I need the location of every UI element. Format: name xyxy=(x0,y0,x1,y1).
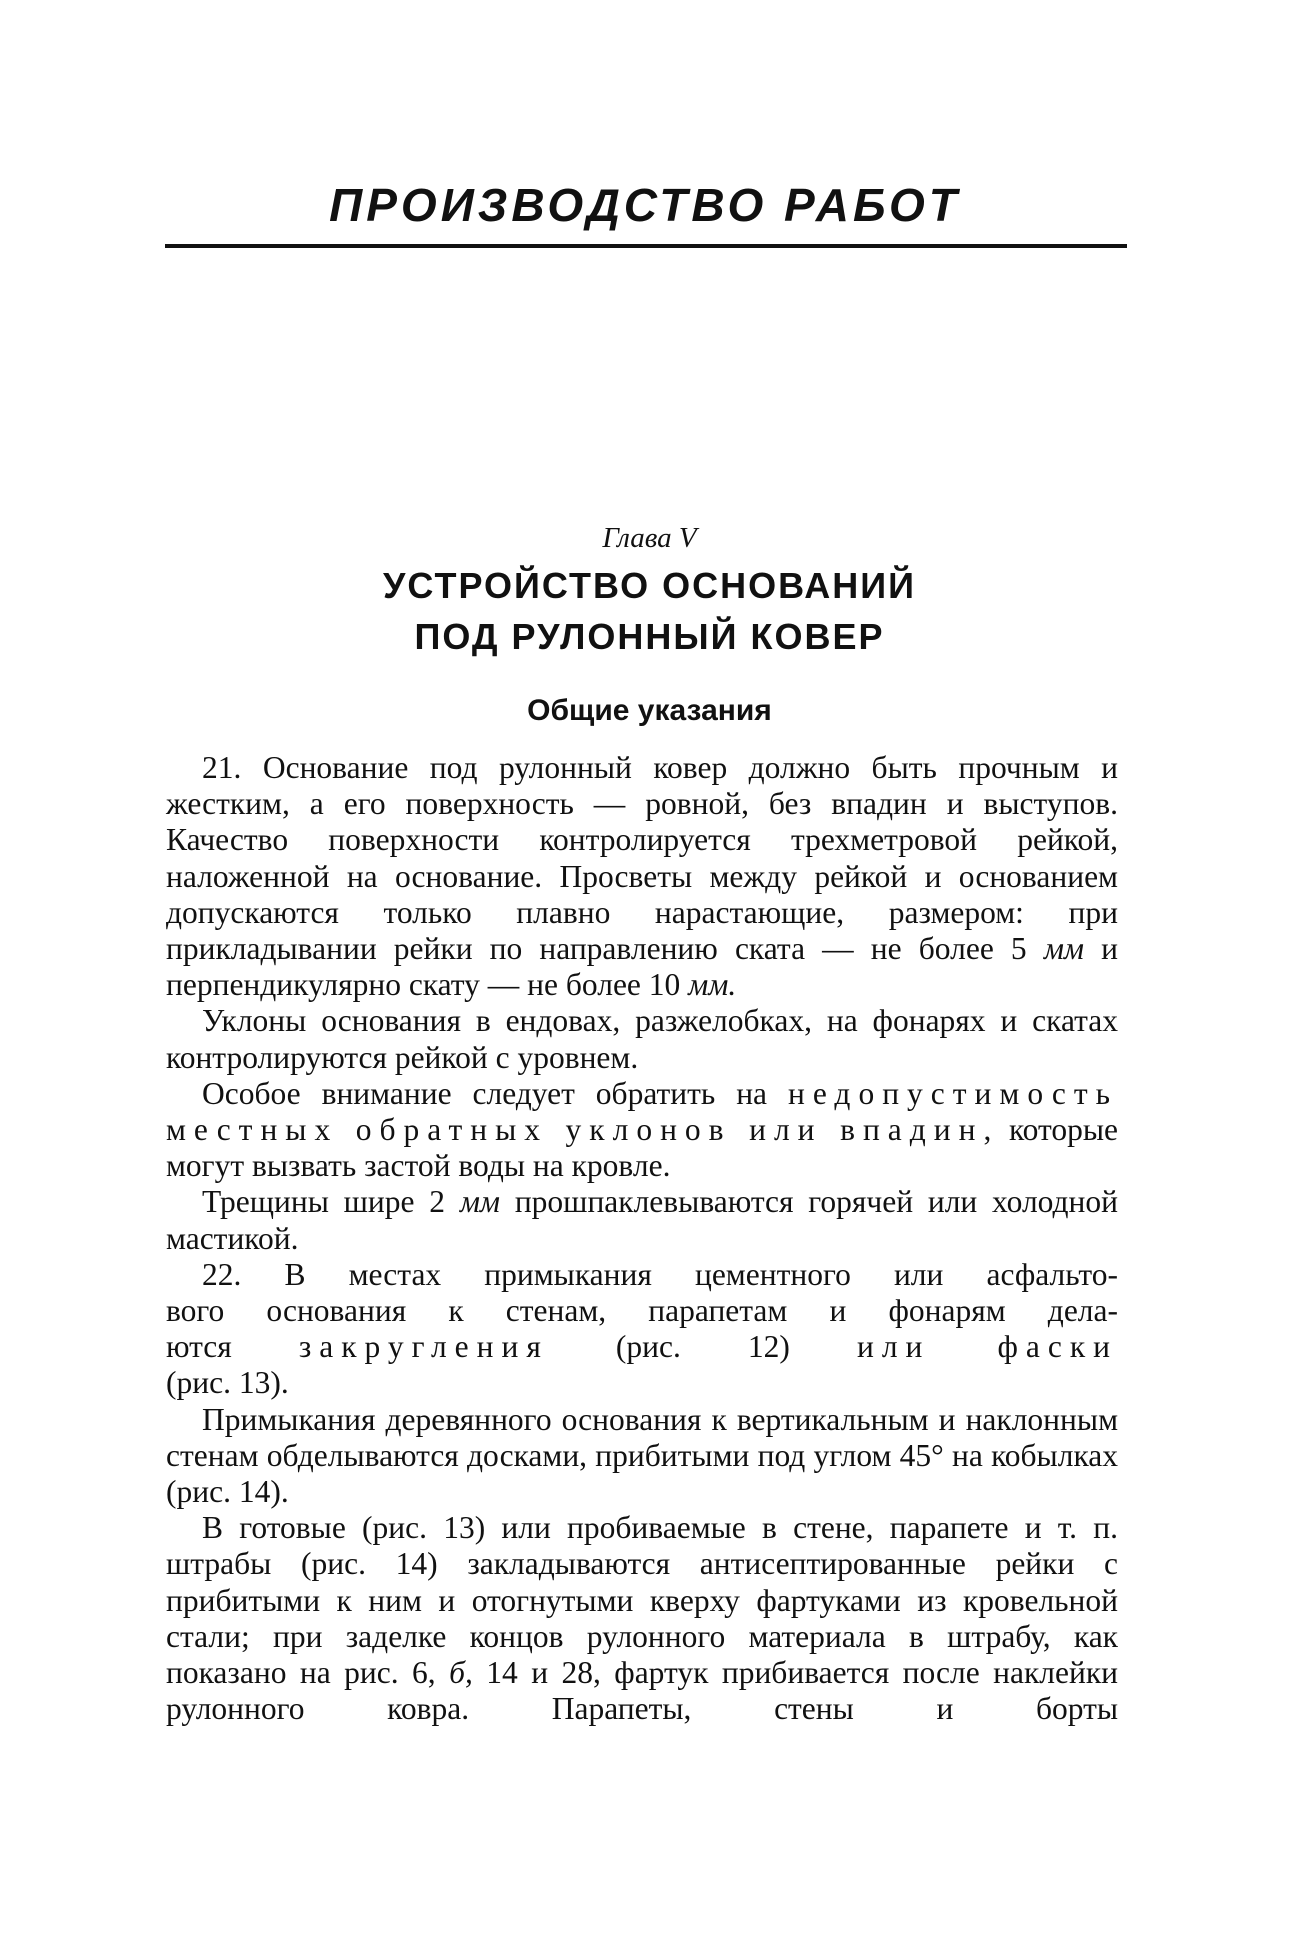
chapter-label: Глава V xyxy=(602,522,697,554)
p3-end: которые могут вызвать застой воды на кровле. xyxy=(166,1112,1118,1184)
paragraph-22 xyxy=(166,1257,1118,1402)
p3-spaced-emphasis: недопустимость местных обратных уклонов или впадин, xyxy=(166,1075,1118,1148)
section-title: ПРОИЗВОДСТВО РАБОТ xyxy=(329,179,961,231)
p4-unit: мм xyxy=(459,1184,501,1220)
p7-start: В готовые (рис. 13) или пробиваемые в стене, парапете и т. п. штрабы (рис. 14) закладываются антисептированные рейки с прибитыми к ним и отогнутыми кверху фартуками из кровельной стали; при заделке концов рулонного материала в штрабу, как показано на рис. 6, xyxy=(166,1510,1118,1691)
p1-unit-1: мм xyxy=(1043,931,1085,967)
p5-line-3 xyxy=(166,1329,1118,1365)
p5-word-1: ются xyxy=(166,1329,232,1365)
paragraph-wooden: Примыкания деревянного основания к вертикальным и наклонным стенам обделываются досками, прибитыми под углом 45° на кобылках (рис. 14). xyxy=(166,1401,1118,1510)
p7-end: 14 и 28, фартук прибивается после наклейки рулонного ковра. Парапеты, стены и борты xyxy=(166,1655,1119,1727)
p7-fig: б, xyxy=(449,1655,473,1691)
p4-end: прошпаклевываются горячей или холодной мастикой. xyxy=(166,1184,1118,1256)
p5-line-4: (рис. 13). xyxy=(166,1365,289,1401)
p3-start: Особое внимание следует обратить на xyxy=(202,1075,768,1111)
subheading: Общие указания xyxy=(527,694,772,727)
paragraph-attention xyxy=(166,1076,1118,1185)
paragraph-chases xyxy=(166,1510,1118,1727)
paragraph-cracks xyxy=(166,1184,1118,1256)
p5-spaced-3: фаски xyxy=(997,1329,1119,1365)
p5-line-2: вого основания к стенам, парапетам и фонарям дела- xyxy=(166,1293,1118,1329)
p5-fig-ref: (рис. 12) xyxy=(615,1329,790,1365)
p1-mid-text: и перпендикулярно скату — не более 10 xyxy=(166,931,1119,1003)
paragraph-slopes: Уклоны основания в ендовах, разжелобках, на фонарях и скатах контролируются рейкой с уровнем. xyxy=(166,1003,1118,1075)
p5-spaced-2: или xyxy=(856,1329,931,1365)
paragraph-21 xyxy=(166,750,1118,1003)
chapter-title-line-2: ПОД РУЛОННЫЙ КОВЕР xyxy=(414,616,885,657)
p5-spaced-1: закругления xyxy=(298,1329,549,1365)
p1-text: 21. Основание под рулонный ковер должно быть прочным и жестким, а его поверхность — ровной, без впадин и выступов. Качество поверхности контролируется трехметровой рейкой, наложенной на основание. Просветы между рейкой и основанием допускаются только плавно нарастающие, размером: при прикладывании рейки по направлению ската — не более 5 xyxy=(166,750,1118,967)
p1-unit-2: мм. xyxy=(688,967,737,1003)
title-rule xyxy=(165,244,1127,248)
p4-start: Трещины шире 2 xyxy=(202,1184,446,1220)
chapter-title xyxy=(0,560,1299,662)
chapter-title-line-1: УСТРОЙСТВО ОСНОВАНИЙ xyxy=(382,565,917,606)
p5-line-1: 22. В местах примыкания цементного или асфальто- xyxy=(202,1256,1118,1292)
body-text xyxy=(166,750,1118,1727)
